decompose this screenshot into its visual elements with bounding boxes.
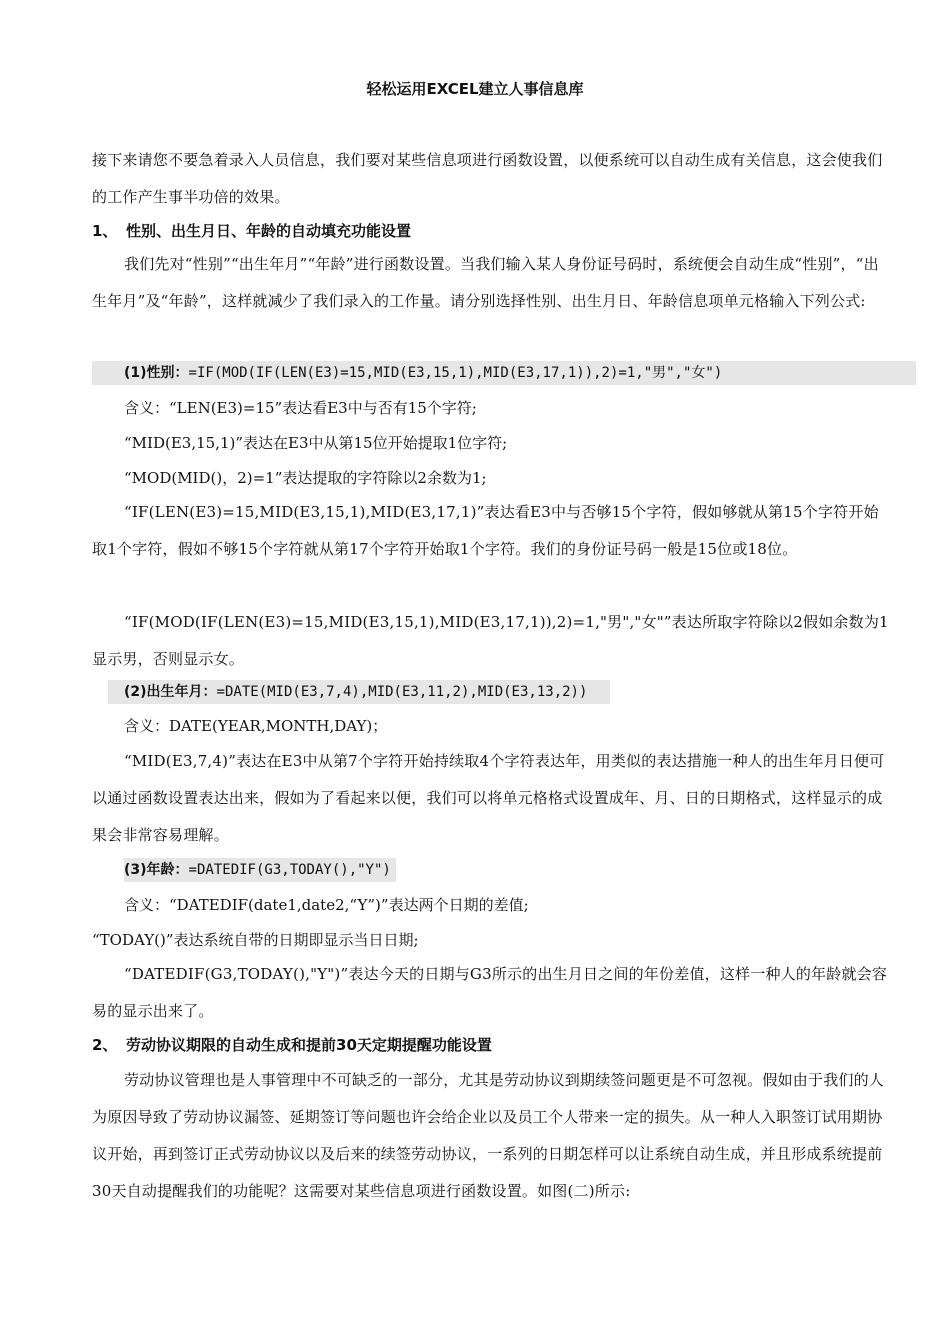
section-1-heading [92, 220, 892, 242]
formula-gender-label: (1)性别： [124, 365, 189, 381]
page-title: 轻松运用EXCEL建立人事信息库 [366, 80, 584, 98]
gender-meaning-2: “MID(E3,15,1)”表达在E3中从第15位开始提取1位字符; [124, 434, 508, 452]
section-1-title: 性别、出生月日、年龄的自动填充功能设置 [126, 222, 412, 240]
age-meaning-1: 含义：“DATEDIF(date1,date2,“Y”)”表达两个日期的差值; [124, 896, 529, 914]
section-2-number: 2、 [92, 1036, 118, 1054]
formula-birthdate-label: (2)出生年月： [124, 684, 217, 700]
formula-age [124, 858, 396, 882]
formula-gender-text: =IF(MOD(IF(LEN(E3)=15,MID(E3,15,1),MID(E3,17,1)),2)=1,"男","女") [188, 365, 723, 381]
age-meaning-3: “DATEDIF(G3,TODAY(),"Y")”表达今天的日期与G3所示的出生月日之间的年份差值，这样一种人的年龄就会容易的显示出来了。 [92, 965, 888, 1020]
section-1-paragraph: 我们先对“性别”“出生年月”“年龄”进行函数设置。当我们输入某人身份证号码时，系统便会自动生成“性别”，“出生年月”及“年龄”，这样就减少了我们录入的工作量。请分别选择性别、出生月日、年龄信息项单元格输入下列公式: [92, 255, 879, 310]
birthdate-meaning-2: “MID(E3,7,4)”表达在E3中从第7个字符开始持续取4个字符表达年，用类似的表达措施一种人的出生年月日便可以通过函数设置表达出来，假如为了看起来以便，我们可以将单元格格式设置成年、月、日的日期格式，这样显示的成果会非常容易理解。 [92, 752, 885, 844]
section-1-number: 1、 [92, 222, 118, 240]
section-2-paragraph: 劳动协议管理也是人事管理中不可缺乏的一部分，尤其是劳动协议到期续签问题更是不可忽视。假如由于我们的人为原因导致了劳动协议漏签、延期签订等问题也许会给企业以及员工个人带来一定的损失。从一种人入职签订试用期协议开始，再到签订正式劳动协议以及后来的续签劳动协议，一系列的日期怎样可以让系统自动生成，并且形成系统提前30天自动提醒我们的功能呢？这需要对某些信息项进行函数设置。如图(二)所示: [92, 1071, 885, 1200]
gender-meaning-5: “IF(MOD(IF(LEN(E3)=15,MID(E3,15,1),MID(E3,17,1)),2)=1,"男","女"”表达所取字符除以2假如余数为1显示男，否则显示女。 [92, 613, 889, 668]
gender-meaning-1: 含义：“LEN(E3)=15”表达看E3中与否有15个字符; [124, 399, 477, 417]
formula-birthdate-text: =DATE(MID(E3,7,4),MID(E3,11,2),MID(E3,13,2)) [216, 684, 588, 700]
section-2-heading [92, 1034, 892, 1056]
intro-paragraph: 接下来请您不要急着录入人员信息，我们要对某些信息项进行函数设置，以便系统可以自动生成有关信息，这会使我们的工作产生事半功倍的效果。 [92, 151, 883, 206]
age-meaning-2: “TODAY()”表达系统自带的日期即显示当日日期; [92, 931, 419, 949]
formula-birthdate [108, 680, 610, 704]
formula-age-label: (3)年龄： [124, 862, 189, 878]
gender-meaning-3: “MOD(MID()，2)=1”表达提取的字符除以2余数为1; [124, 469, 487, 487]
formula-gender [92, 361, 916, 385]
birthdate-meaning-1: 含义：DATE(YEAR,MONTH,DAY)； [124, 717, 388, 735]
gender-meaning-4: “IF(LEN(E3)=15,MID(E3,15,1),MID(E3,17,1)”表达看E3中与否够15个字符，假如够就从第15个字符开始取1个字符，假如不够15个字符就从第17个字符开始取1个字符。我们的身份证号码一般是15位或18位。 [92, 503, 879, 558]
section-2-title: 劳动协议期限的自动生成和提前30天定期提醒功能设置 [126, 1036, 492, 1054]
formula-age-text: =DATEDIF(G3,TODAY(),"Y") [188, 862, 391, 878]
